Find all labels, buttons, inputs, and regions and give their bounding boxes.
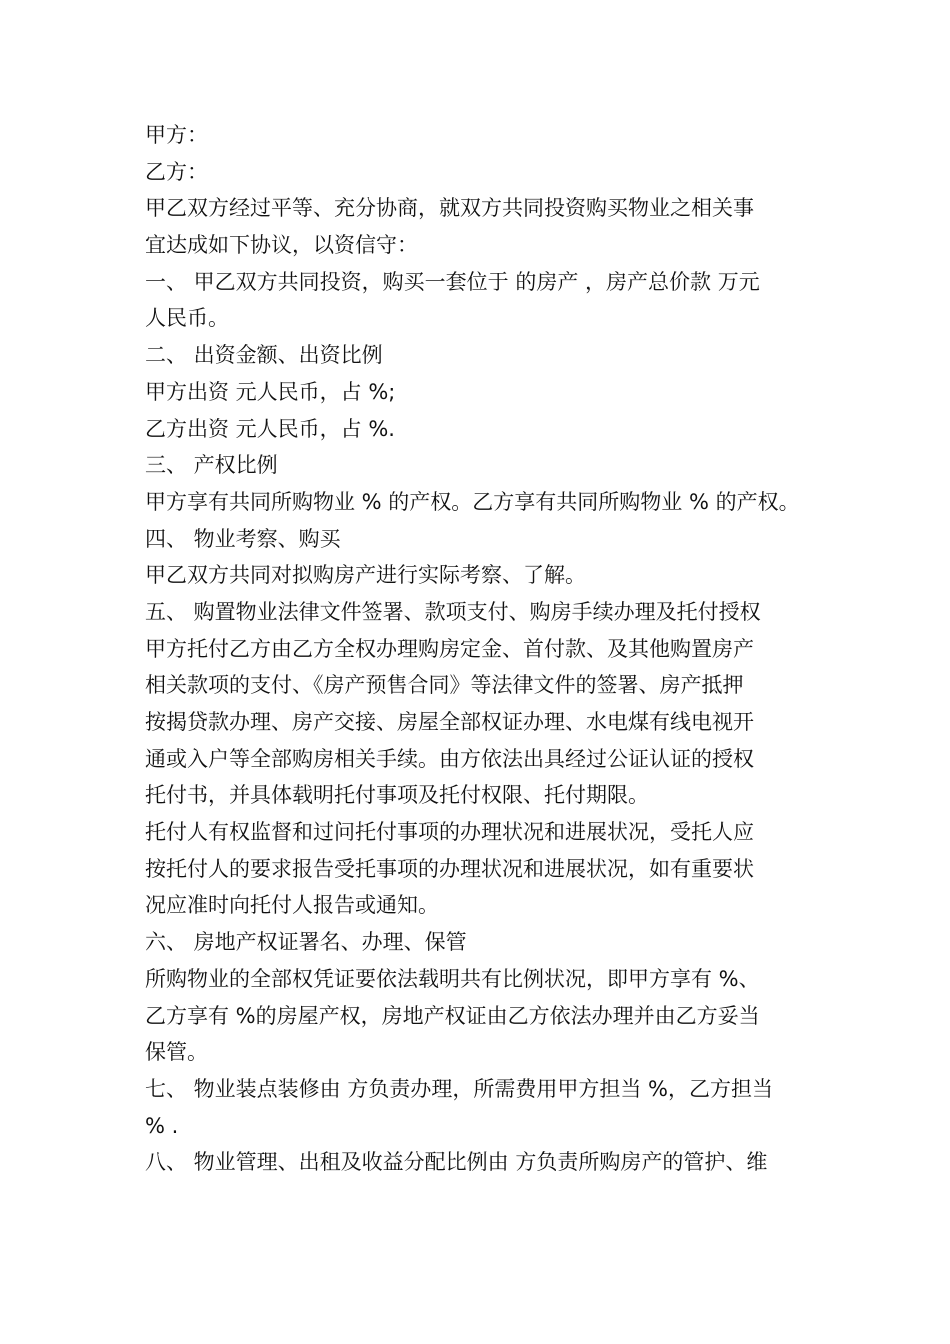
clause-5-line-4: 通或入户等全部购房相关手续。由方依法出具经过公证认证的授权 xyxy=(145,746,754,771)
clause-4-heading: 四、 物业考察、购买 xyxy=(145,526,341,551)
clause-5-line-5: 托付书，并具体载明托付事项及托付权限、托付期限。 xyxy=(145,783,649,808)
clause-5-line-6: 托付人有权监督和过问托付事项的办理状况和进展状况，受托人应 xyxy=(145,820,754,845)
preamble-line-2: 宜达成如下协议，以资信守： xyxy=(145,233,418,258)
clause-5-line-1: 甲方托付乙方由乙方全权办理购房定金、首付款、及其他购置房产 xyxy=(145,636,754,661)
clause-3-line-1: 甲方享有共同所购物业 % 的产权。乙方享有共同所购物业 % 的产权。 xyxy=(145,489,800,514)
clause-8-line-1: 八、 物业管理、出租及收益分配比例由 方负责所购房产的管护、维 xyxy=(145,1150,768,1175)
clause-5-line-3: 按揭贷款办理、房产交接、房屋全部权证办理、水电煤有线电视开 xyxy=(145,710,754,734)
party-b-line: 乙方： xyxy=(145,159,208,184)
clause-6-heading: 六、 房地产权证署名、办理、保管 xyxy=(145,930,467,955)
clause-6-line-3: 保管。 xyxy=(145,1040,208,1065)
clause-1-line-1: 一、 甲乙双方共同投资，购买一套位于 的房产 ，房产总价款 万元 xyxy=(145,269,760,294)
clause-6-line-1: 所购物业的全部权凭证要依法载明共有比例状况，即甲方享有 %、 xyxy=(145,966,760,991)
clause-2-line-1: 甲方出资 元人民币，占 %; xyxy=(145,379,396,404)
clause-6-line-2: 乙方享有 %的房屋产权，房地产权证由乙方依法办理并由乙方妥当 xyxy=(145,1003,760,1028)
clause-4-line-1: 甲乙双方共同对拟购房产进行实际考察、了解。 xyxy=(145,563,586,588)
clause-5-heading: 五、 购置物业法律文件签署、款项支付、购房手续办理及托付授权 xyxy=(145,599,761,624)
clause-2-heading: 二、 出资金额、出资比例 xyxy=(145,343,383,368)
clause-1-line-2: 人民币。 xyxy=(145,306,229,331)
clause-7-line-2: % . xyxy=(145,1113,179,1138)
preamble-line-1: 甲乙双方经过平等、充分协商，就双方共同投资购买物业之相关事 xyxy=(145,196,754,221)
clause-7-line-1: 七、 物业装点装修由 方负责办理，所需费用甲方担当 %，乙方担当 xyxy=(145,1076,773,1101)
clause-5-line-2: 相关款项的支付、《房产预售合同》等法律文件的签署、房产抵押 xyxy=(145,673,744,698)
clause-2-line-2: 乙方出资 元人民币，占 %. xyxy=(145,416,395,441)
clause-3-heading: 三、 产权比例 xyxy=(145,453,278,478)
clause-5-line-7: 按托付人的要求报告受托事项的办理状况和进展状况，如有重要状 xyxy=(145,856,754,881)
document-body xyxy=(145,117,825,1181)
party-a-line: 甲方： xyxy=(145,123,208,147)
clause-5-line-8: 况应准时向托付人报告或通知。 xyxy=(145,893,439,918)
